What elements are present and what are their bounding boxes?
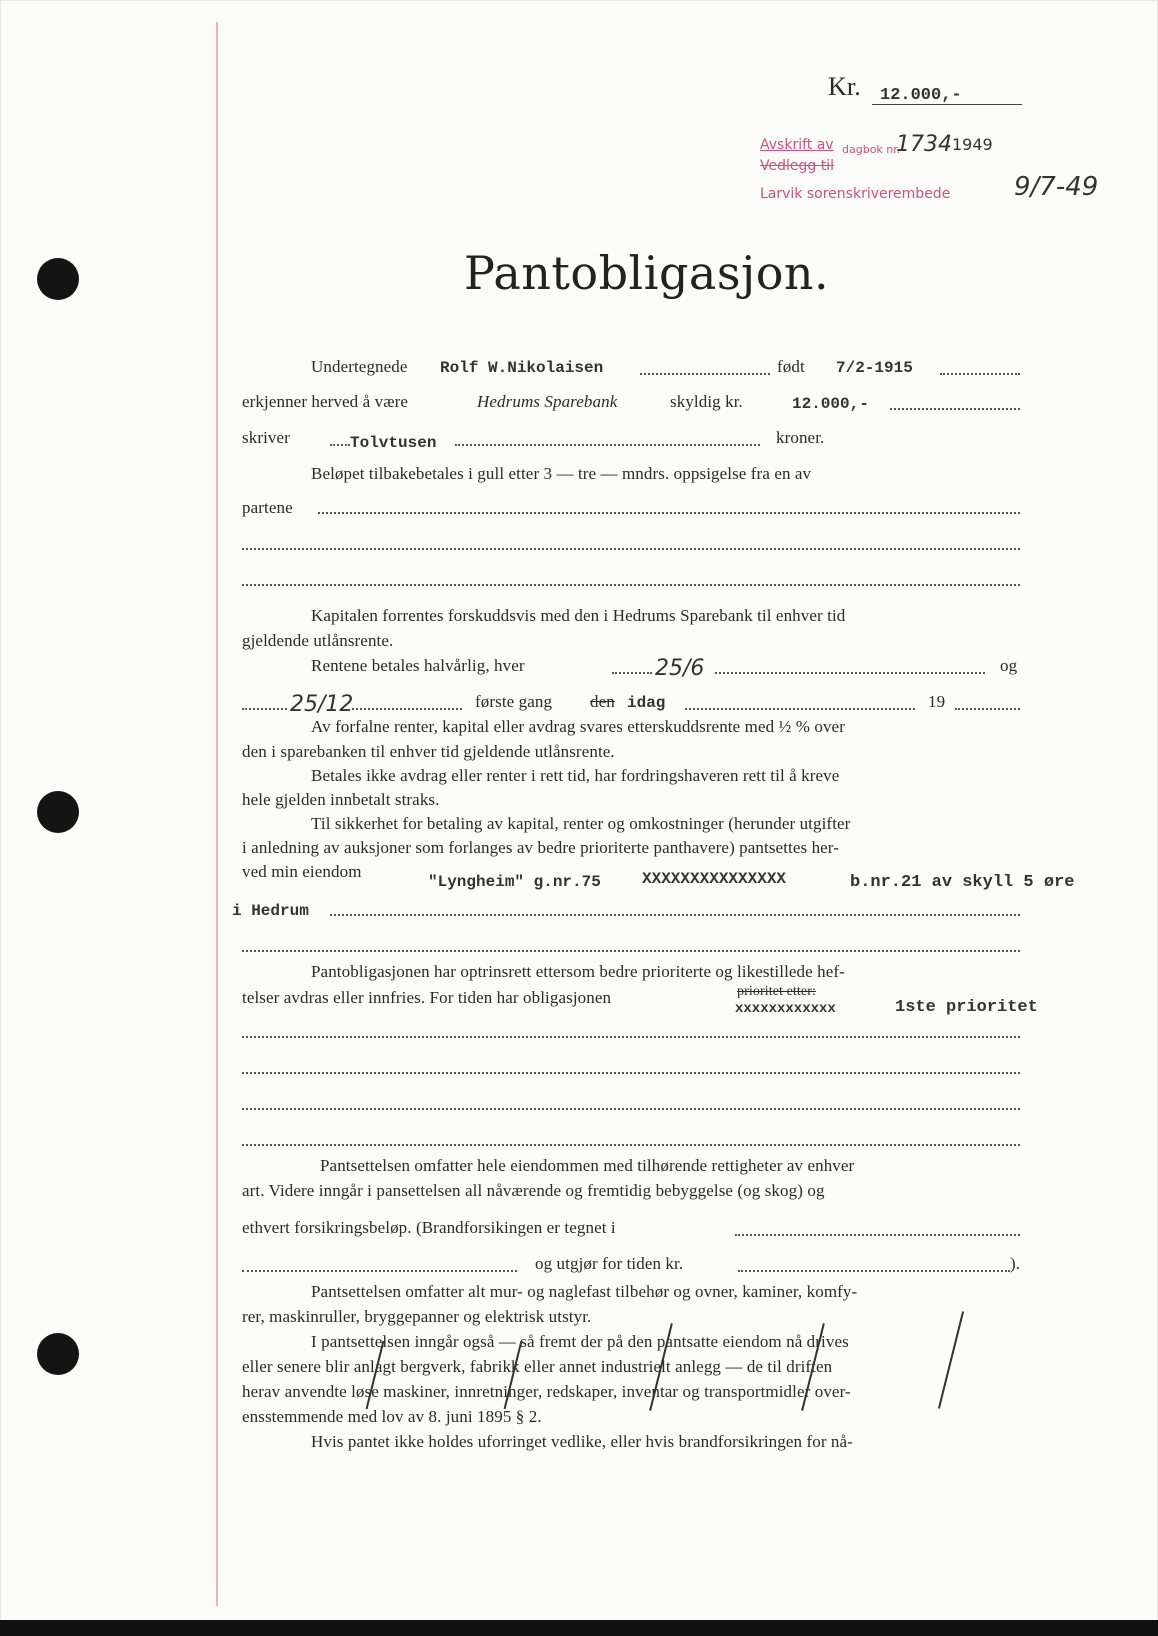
sikkerhet-line2: i anledning av auksjoner som forlanges av bedre prioriterte panthavere) pantsettes her- <box>242 838 839 857</box>
sikkerhet-line3: ved min eiendom <box>242 862 362 881</box>
prioritet-struck: prioritet etter: <box>737 984 816 999</box>
punch-hole-bottom <box>37 1333 79 1375</box>
dotted-rule <box>330 914 1020 916</box>
skyldig-value: 12.000,- <box>792 395 869 413</box>
eiendom-line2: i Hedrum <box>232 902 309 920</box>
skyldig-label: skyldig kr. <box>670 392 743 411</box>
belopet-text: Beløpet tilbakebetales i gull etter 3 — tre — mndrs. oppsigelse fra en av <box>311 464 812 483</box>
dotted-rule <box>242 1270 517 1272</box>
inngar-line4: ensstemmende med lov av 8. juni 1895 § 2. <box>242 1407 542 1426</box>
hand-stroke <box>938 1311 964 1409</box>
optrinsrett-line2: telser avdras eller innfries. For tiden har obligasjonen <box>242 988 612 1007</box>
inngar-line2: eller senere blir anlagt bergverk, fabrikk eller annet industrielt anlegg — de til driften <box>242 1357 833 1376</box>
eiendom-x-out: XXXXXXXXXXXXXXX <box>642 870 787 888</box>
dotted-rule <box>890 408 1020 410</box>
optrinsrett-line1: Pantobligasjonen har optrinsrett ettersom bedre prioriterte og likestillede hef- <box>311 962 845 981</box>
erkjenner-text: erkjenner herved å være <box>242 392 409 411</box>
prioritet-x-out: xxxxxxxxxxxx <box>735 1001 836 1017</box>
dotted-rule <box>242 1072 1020 1074</box>
margin-line <box>216 22 218 1606</box>
dotted-rule <box>685 708 915 710</box>
stamp-dagbok-nr: 1734 <box>896 132 952 157</box>
stamp-date: 9/7-49 <box>1014 172 1099 202</box>
kr-underline <box>872 104 1022 105</box>
partene-label: partene <box>242 498 293 517</box>
dotted-rule <box>242 1108 1020 1110</box>
forste-gang-label: første gang <box>475 692 553 711</box>
sikkerhet-line1: Til sikkerhet for betaling av kapital, renter og omkostninger (herunder utgifter <box>311 814 851 833</box>
dotted-rule <box>735 1234 1020 1236</box>
dotted-rule <box>242 950 1020 952</box>
stamp-year: 1949 <box>952 135 993 154</box>
stamp-line2: Vedlegg til <box>760 158 834 174</box>
omfatter-line1: Pantsettelsen omfatter hele eiendommen med tilhørende rettigheter av enhver <box>320 1156 855 1175</box>
kapitalen-line2: gjeldende utlånsrente. <box>242 631 394 650</box>
rentene-text: Rentene betales halvårlig, hver <box>311 656 525 675</box>
dotted-rule <box>738 1270 1010 1272</box>
betales-line2: hele gjelden innbetalt straks. <box>242 790 440 809</box>
dotted-rule <box>940 373 1020 375</box>
prioritet-value: 1ste prioritet <box>895 998 1038 1017</box>
dotted-rule <box>242 1036 1020 1038</box>
stamp-line1b: dagbok nr. <box>842 143 901 156</box>
eiendom-value: "Lyngheim" g.nr.75 <box>428 873 601 891</box>
utgjor-end: ). <box>1010 1254 1021 1273</box>
undertegnede-value: Rolf W.Nikolaisen <box>440 359 604 377</box>
dotted-rule <box>330 444 350 446</box>
av-forfalne-line2: den i sparebanken til enhver tid gjeldende utlånsrente. <box>242 742 615 761</box>
second-date: 25/12 <box>290 692 354 717</box>
page-title: Pantobligasjon. <box>464 246 830 300</box>
stamp-line1: Avskrift av <box>760 137 834 153</box>
kroner-label: kroner. <box>776 428 825 447</box>
fodt-value: 7/2-1915 <box>836 359 913 377</box>
omfatter-line3: ethvert forsikringsbeløp. (Brandforsikingen er tegnet i <box>242 1218 616 1237</box>
fodt-label: født <box>777 357 805 376</box>
eiendom-value2: b.nr.21 av skyll 5 øre <box>850 873 1075 892</box>
forste-struck: den <box>590 692 615 711</box>
dotted-rule <box>242 1144 1020 1146</box>
kr-value: 12.000,- <box>880 86 962 105</box>
nineteen-label: 19 <box>928 692 946 711</box>
dotted-rule <box>955 708 1020 710</box>
mur-line1: Pantsettelsen omfatter alt mur- og naglefast tilbehør og ovner, kaminer, komfy- <box>311 1282 858 1301</box>
kr-label: Kr. <box>828 72 861 101</box>
skriver-value: Tolvtusen <box>350 434 437 452</box>
dotted-rule <box>715 672 985 674</box>
dotted-rule <box>455 444 760 446</box>
dotted-rule <box>242 548 1020 550</box>
undertegnede-label: Undertegnede <box>311 357 408 376</box>
mur-line2: rer, maskinruller, bryggepanner og elektrisk utstyr. <box>242 1307 592 1326</box>
dotted-rule <box>242 584 1020 586</box>
av-forfalne-line1: Av forfalne renter, kapital eller avdrag svares etterskuddsrente med ½ % over <box>311 717 845 736</box>
punch-hole-middle <box>37 791 79 833</box>
dotted-rule <box>640 373 770 375</box>
hvis-line: Hvis pantet ikke holdes uforringet vedlike, eller hvis brandforsikringen for nå- <box>311 1432 853 1451</box>
bank-name: Hedrums Sparebank <box>477 392 618 411</box>
skriver-label: skriver <box>242 428 290 447</box>
rentene-value: 25/6 <box>655 656 705 681</box>
betales-line1: Betales ikke avdrag eller renter i rett tid, har fordringshaveren rett til å kreve <box>311 766 840 785</box>
inngar-line3: herav anvendte løse maskiner, innretninger, redskaper, inventar og transportmidler over- <box>242 1382 851 1401</box>
punch-hole-top <box>37 258 79 300</box>
inngar-line1: I pantsettelsen inngår også — så fremt der på den pantsatte eiendom nå drives <box>311 1332 849 1351</box>
scan-bottom-border <box>0 1620 1158 1636</box>
dotted-rule <box>318 512 1020 514</box>
omfatter-line2: art. Videre inngår i pansettelsen all nåværende og fremtidig bebyggelse (og skog) og <box>242 1181 825 1200</box>
forste-value: idag <box>627 694 666 712</box>
dotted-rule <box>352 708 462 710</box>
dotted-rule <box>242 708 287 710</box>
dotted-rule <box>612 672 652 674</box>
kapitalen-line1: Kapitalen forrentes forskuddsvis med den i Hedrums Sparebank til enhver tid <box>311 606 846 625</box>
stamp-line3: Larvik sorenskriverembede <box>760 186 951 202</box>
utgjor-text: og utgjør for tiden kr. <box>535 1254 684 1273</box>
og-label: og <box>1000 656 1018 675</box>
